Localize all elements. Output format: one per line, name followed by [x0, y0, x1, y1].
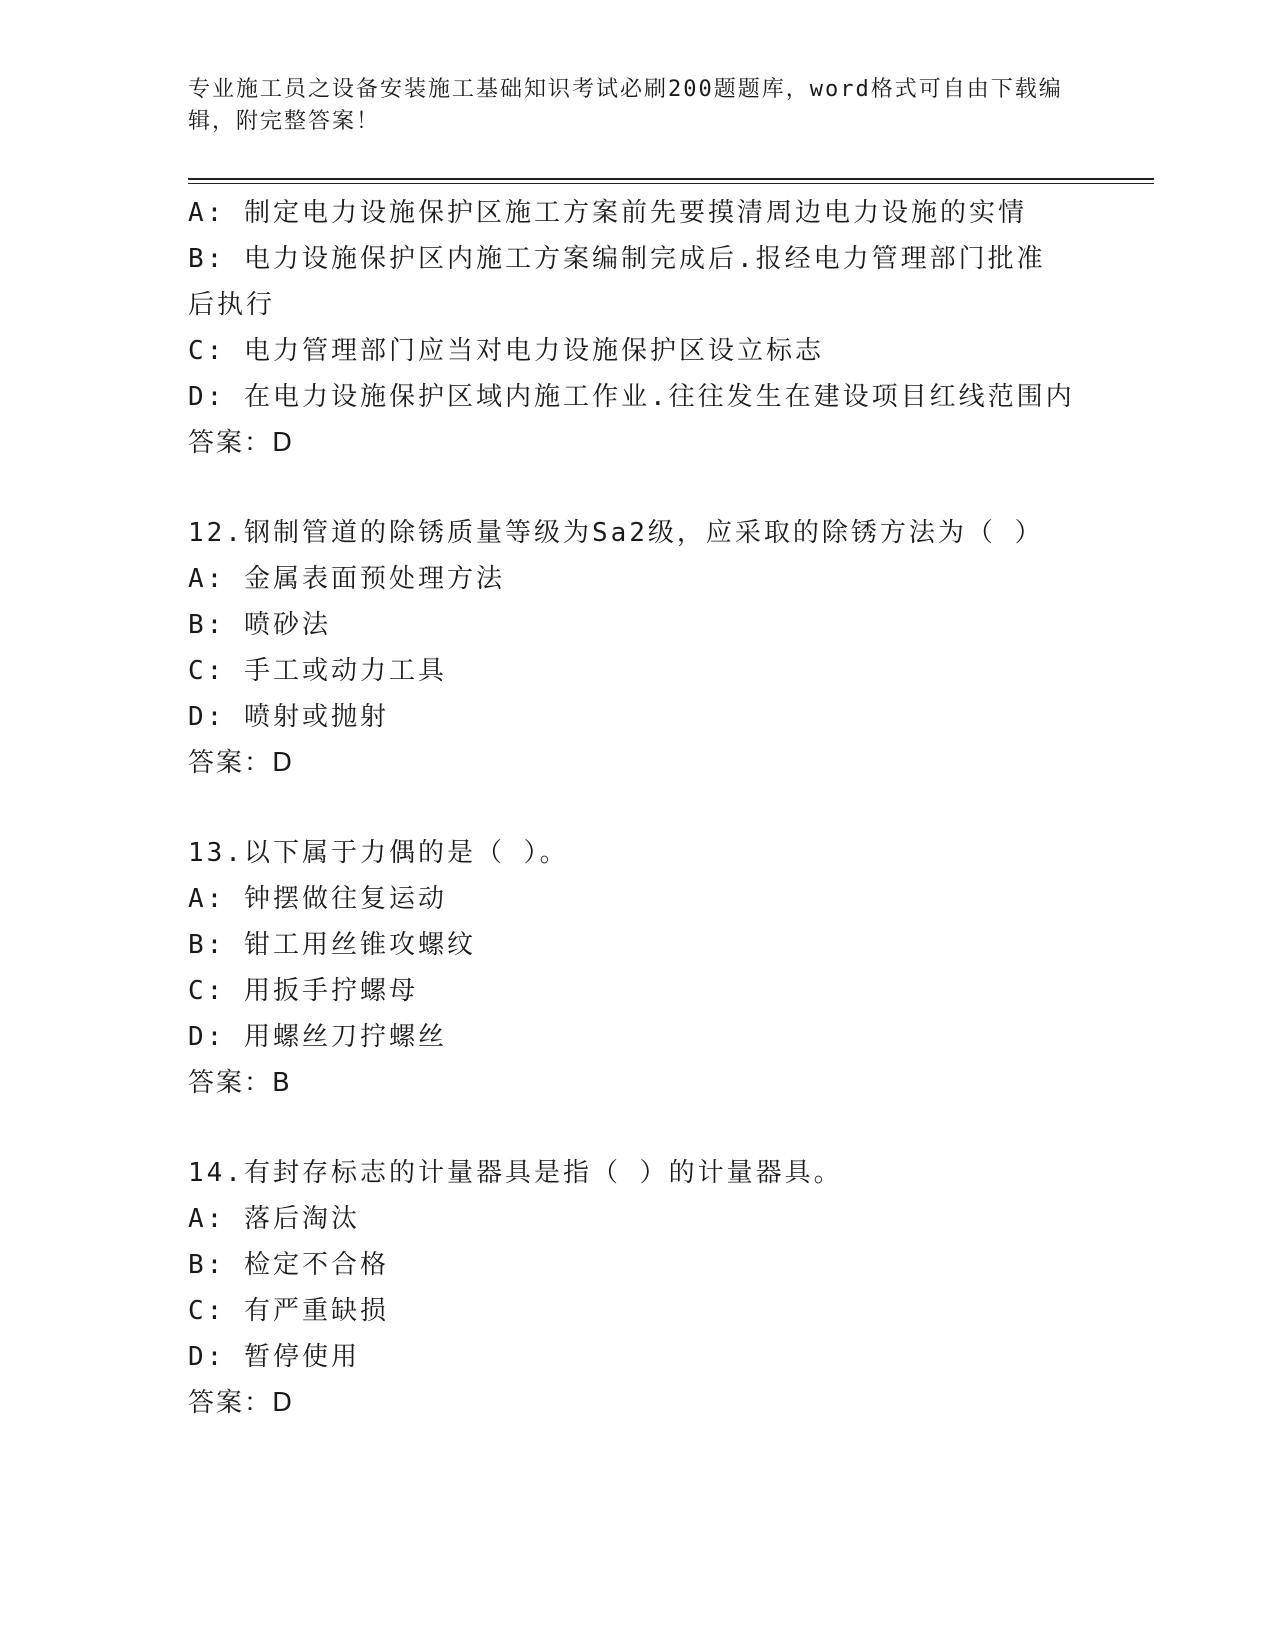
answer: 答案：D	[188, 748, 295, 778]
answer: 答案：B	[188, 1068, 292, 1098]
option-a: A: 钟摆做往复运动	[188, 884, 447, 914]
option-b: B: 喷砂法	[188, 610, 331, 640]
header-divider-thin	[188, 183, 1154, 184]
question-11-continued	[188, 190, 1088, 466]
option-a: A: 落后淘汰	[188, 1204, 360, 1234]
option-b: B: 检定不合格	[188, 1250, 389, 1280]
option-d: D: 暂停使用	[188, 1342, 360, 1372]
option-a: A: 金属表面预处理方法	[188, 564, 505, 594]
question-13	[188, 830, 1088, 1106]
question-12	[188, 510, 1088, 786]
option-d: D: 在电力设施保护区域内施工作业.往往发生在建设项目红线范围内	[188, 382, 1075, 412]
question-stem: 12.钢制管道的除锈质量等级为Sa2级，应采取的除锈方法为（ ）	[188, 518, 1044, 548]
question-stem: 14.有封存标志的计量器具是指（ ）的计量器具。	[188, 1158, 843, 1188]
option-c: C: 有严重缺损	[188, 1296, 389, 1326]
document-body	[188, 190, 1088, 1426]
option-d: D: 用螺丝刀拧螺丝	[188, 1022, 447, 1052]
option-c: C: 电力管理部门应当对电力设施保护区设立标志	[188, 336, 824, 366]
header-divider-thick	[188, 178, 1154, 180]
option-c: C: 用扳手拧螺母	[188, 976, 418, 1006]
option-a: A: 制定电力设施保护区施工方案前先要摸清周边电力设施的实情	[188, 198, 1027, 228]
document-header: 专业施工员之设备安装施工基础知识考试必刷200题题库，word格式可自由下载编辑，附完整答案！	[188, 77, 1063, 134]
question-14	[188, 1150, 1088, 1426]
option-c: C: 手工或动力工具	[188, 656, 447, 686]
option-d: D: 喷射或抛射	[188, 702, 389, 732]
answer: 答案：D	[188, 1388, 295, 1418]
question-stem: 13.以下属于力偶的是（ ）。	[188, 838, 569, 868]
option-b: B: 钳工用丝锥攻螺纹	[188, 930, 476, 960]
option-b: B: 电力设施保护区内施工方案编制完成后.报经电力管理部门批准后执行	[188, 244, 1046, 320]
answer: 答案：D	[188, 428, 295, 458]
